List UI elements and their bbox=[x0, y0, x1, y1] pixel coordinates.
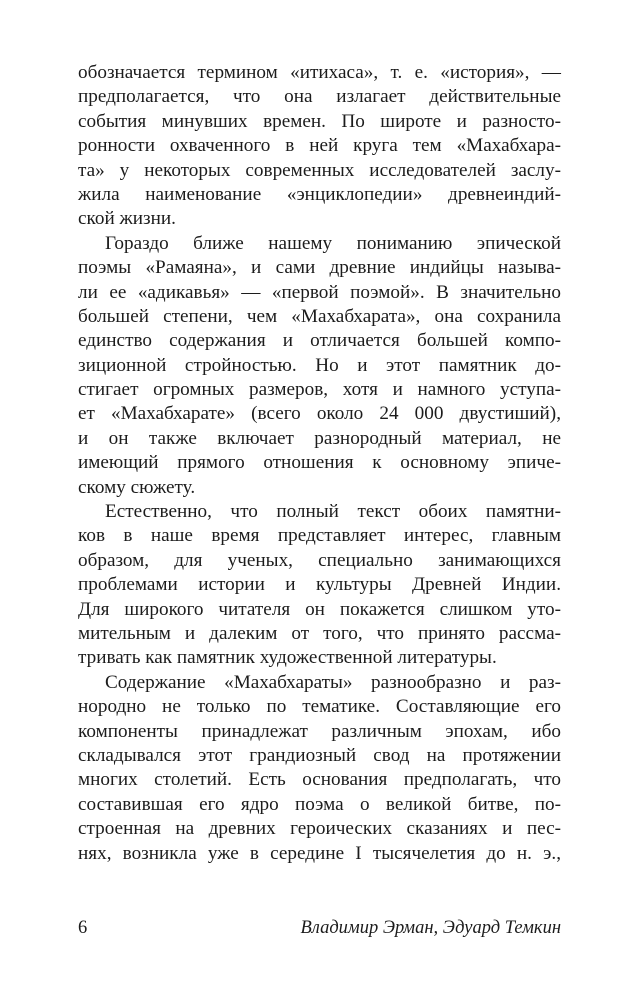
text-line: строенная на древних героических сказаниях и пес- bbox=[78, 818, 561, 840]
text-line: события минувших времен. По широте и разносто- bbox=[78, 110, 561, 132]
text-line: скому сюжету. bbox=[78, 476, 196, 498]
text-line: большей степени, чем «Махабхарата», она сохранила bbox=[78, 305, 561, 327]
text-line: ли ее «адикавья» — «первой поэмой». В значительно bbox=[78, 281, 561, 303]
text-line: Естественно, что полный текст обоих памятни- bbox=[105, 501, 561, 523]
text-line: зиционной стройностью. Но и этот памятник до- bbox=[78, 354, 561, 376]
text-line: поэмы «Рамаяна», и сами древние индийцы называ- bbox=[78, 257, 561, 279]
text-line: единство содержания и отличается большей компо- bbox=[78, 330, 561, 352]
text-line: ской жизни. bbox=[78, 208, 176, 230]
text-line: имеющий прямого отношения к основному эпиче- bbox=[78, 452, 561, 474]
text-line: складывался этот грандиозный свод на протяжении bbox=[78, 744, 561, 766]
paragraph-2 bbox=[78, 232, 561, 500]
page-body bbox=[78, 61, 561, 866]
paragraph-4 bbox=[78, 671, 561, 866]
running-title: Владимир Эрман, Эдуард Темкин bbox=[300, 918, 561, 938]
text-line: Для широкого читателя он покажется слишком уто- bbox=[78, 598, 561, 620]
text-line: Гораздо ближе нашему пониманию эпической bbox=[105, 232, 561, 254]
text-line: обозначается термином «итихаса», т. е. «история», — bbox=[78, 62, 561, 83]
text-line: ронности охваченного в ней круга тем «Махабхара- bbox=[78, 135, 561, 157]
text-line: нях, возникла уже в середине I тысячелетия до н. э., bbox=[78, 842, 561, 864]
text-line: предполагается, что она излагает действительные bbox=[78, 86, 561, 108]
page-number: 6 bbox=[78, 918, 88, 938]
text-line: компоненты принадлежат различным эпохам, ибо bbox=[78, 720, 561, 742]
text-line: Содержание «Махабхараты» разнообразно и раз- bbox=[105, 671, 561, 693]
page-footer bbox=[78, 915, 561, 941]
text-line: составившая его ядро поэма о великой битве, по- bbox=[78, 793, 561, 815]
paragraph-3 bbox=[78, 500, 561, 671]
text-line: мительным и далеким от того, что принято рассма- bbox=[78, 622, 561, 644]
text-line: нородно не только по тематике. Составляющие его bbox=[78, 696, 561, 718]
text-line: ет «Махабхарате» (всего около 24 000 двустиший), bbox=[78, 403, 561, 425]
text-line: ков в наше время представляет интерес, главным bbox=[78, 525, 561, 547]
text-line: и он также включает разнородный материал, не bbox=[78, 427, 561, 449]
text-line: тривать как памятник художественной литературы. bbox=[78, 647, 497, 669]
paragraph-1 bbox=[78, 61, 561, 232]
text-line: стигает огромных размеров, хотя и намного уступа- bbox=[78, 379, 561, 401]
text-line: многих столетий. Есть основания предполагать, что bbox=[78, 769, 561, 791]
text-line: жила наименование «энциклопедии» древнеиндий- bbox=[78, 183, 561, 205]
text-line: проблемами истории и культуры Древней Индии. bbox=[78, 574, 561, 596]
text-line: образом, для ученых, специально занимающихся bbox=[78, 549, 561, 571]
text-line: та» у некоторых современных исследователей заслу- bbox=[78, 159, 561, 181]
